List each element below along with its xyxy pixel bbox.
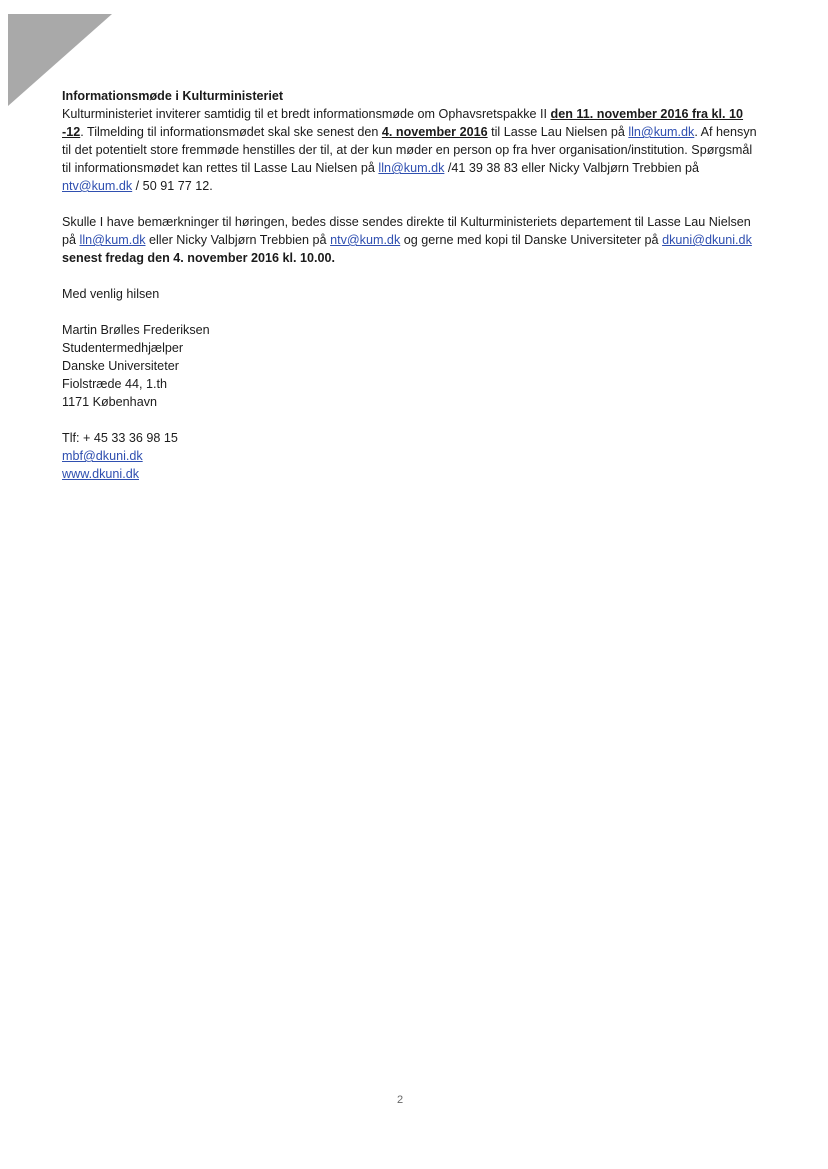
invitation-text-6: / 50 91 77 12.	[132, 179, 213, 193]
invitation-text-5: /41 39 38 83 eller Nicky Valbjørn Trebbien på	[444, 161, 699, 175]
meeting-date-time: den 11. november 2016 fra kl. 10 -12	[62, 107, 744, 139]
signature-street: Fiolstræde 44, 1.th	[62, 377, 167, 391]
contact-phone: Tlf: + 45 33 36 98 15	[62, 431, 178, 445]
hearing-deadline: senest fredag den 4. november 2016 kl. 10.00.	[62, 251, 335, 265]
signature-name: Martin Brølles Frederiksen	[62, 323, 210, 337]
email-link-ntv[interactable]: ntv@kum.dk	[62, 179, 133, 193]
contact-block	[62, 429, 762, 483]
invitation-text-2: . Tilmelding til informationsmødet skal ske senest den	[80, 125, 382, 139]
email-link-lln[interactable]: lln@kum.dk	[378, 161, 445, 175]
hearing-paragraph	[62, 213, 762, 267]
email-link-ntv[interactable]: ntv@kum.dk	[330, 233, 401, 247]
invitation-text-3: til Lasse Lau Nielsen på	[487, 125, 629, 139]
website-link[interactable]: www.dkuni.dk	[62, 467, 139, 481]
page-number: 2	[396, 1094, 404, 1106]
signature-organization: Danske Universiteter	[62, 359, 179, 373]
email-link-dkuni[interactable]: dkuni@dkuni.dk	[662, 233, 752, 247]
section-heading: Informationsmøde i Kulturministeriet	[62, 89, 284, 103]
contact-email-link[interactable]: mbf@dkuni.dk	[62, 449, 143, 463]
document-body	[62, 87, 762, 483]
invitation-paragraph	[62, 87, 762, 195]
hearing-text-1: Skulle I have bemærkninger til høringen, bedes disse sendes direkte til Kulturministeriets departement til Lasse Lau Nielsen på	[62, 215, 751, 247]
hearing-text-3: og gerne med kopi til Danske Universiteter på	[400, 233, 663, 247]
hearing-text-2: eller Nicky Valbjørn Trebbien på	[145, 233, 331, 247]
signature-title: Studentermedhjælper	[62, 341, 184, 355]
invitation-text-4: . Af hensyn til det potentielt store fremmøde henstilles der til, at der kun møder en person op fra hver organisation/institution. Spørgsmål til informationsmødet kan rettes til Lasse Lau Nielsen på	[62, 125, 757, 175]
closing: Med venlig hilsen	[62, 287, 160, 301]
email-link-lln[interactable]: lln@kum.dk	[628, 125, 695, 139]
registration-deadline: 4. november 2016	[381, 125, 488, 139]
signature-block	[62, 321, 762, 411]
signature-city: 1171 København	[62, 395, 157, 409]
email-link-lln[interactable]: lln@kum.dk	[79, 233, 146, 247]
invitation-text-1: Kulturministeriet inviterer samtidig til et bredt informationsmøde om Ophavsretspakke II	[62, 107, 551, 121]
